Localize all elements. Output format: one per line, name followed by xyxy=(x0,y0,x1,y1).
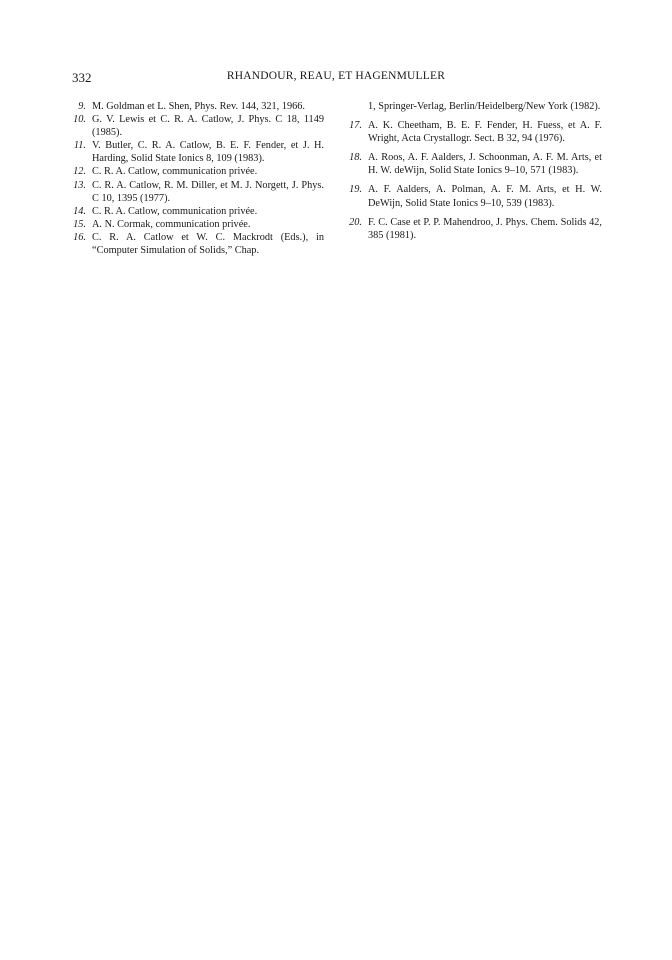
reference-text: A. F. Aalders, A. Polman, A. F. M. Arts, et H. W. DeWijn, Solid State Ionics 9–10, 539 (1983). xyxy=(368,184,602,209)
reference-text: V. Butler, C. R. A. Catlow, B. E. F. Fender, et J. H. Harding, Solid State Ionics 8, 109 (1983). xyxy=(92,140,324,165)
reference-number: 9. xyxy=(78,101,86,112)
reference-number: 11. xyxy=(73,140,86,152)
reference-19 xyxy=(342,183,602,209)
reference-number: 13. xyxy=(73,179,86,191)
reference-20 xyxy=(342,216,602,242)
reference-16 xyxy=(66,231,324,257)
reference-text: M. Goldman et L. Shen, Phys. Rev. 144, 321, 1966. xyxy=(92,101,305,112)
reference-number: 16. xyxy=(73,231,86,243)
reference-number: 12. xyxy=(73,166,86,178)
reference-number: 20. xyxy=(349,216,362,228)
reference-13 xyxy=(66,179,324,205)
running-head: RHANDOUR, REAU, ET HAGENMULLER xyxy=(226,70,446,82)
reference-9 xyxy=(66,100,324,113)
reference-number: 10. xyxy=(73,114,86,126)
reference-16-continued: 1, Springer-Verlag, Berlin/Heidelberg/New York (1982). xyxy=(368,101,601,112)
reference-number: 17. xyxy=(349,120,362,132)
reference-15 xyxy=(66,218,324,231)
reference-text: C. R. A. Catlow et W. C. Mackrodt (Eds.), in “Computer Simulation of Solids,” Chap. xyxy=(92,231,324,257)
reference-text: F. C. Case et P. P. Mahendroo, J. Phys. Chem. Solids 42, 385 (1981). xyxy=(368,216,602,241)
reference-14 xyxy=(66,205,324,218)
reference-text: A. N. Cormak, communication privée. xyxy=(92,218,251,230)
reference-18 xyxy=(342,151,602,177)
reference-number: 14. xyxy=(73,205,86,217)
reference-text: G. V. Lewis et C. R. A. Catlow, J. Phys. C 18, 1149 (1985). xyxy=(92,114,324,139)
reference-number: 15. xyxy=(73,218,86,230)
reference-10 xyxy=(66,113,324,139)
page-number: 332 xyxy=(72,70,92,85)
reference-text: A. K. Cheetham, B. E. F. Fender, H. Fuess, et A. F. Wright, Acta Crystallogr. Sect. B 32, 94 (1976). xyxy=(368,120,602,145)
reference-12 xyxy=(66,165,324,178)
references-left-column xyxy=(66,100,324,257)
reference-11 xyxy=(66,139,324,165)
reference-text: C. R. A. Catlow, communication privée. xyxy=(92,166,258,178)
reference-text: A. Roos, A. F. Aalders, J. Schoonman, A. F. M. Arts, et H. W. deWijn, Solid State Ionics 9–10, 571 (1983). xyxy=(368,152,602,177)
reference-number: 18. xyxy=(349,152,362,164)
references-right-column xyxy=(342,100,602,242)
reference-text: C. R. A. Catlow, R. M. Diller, et M. J. Norgett, J. Phys. C 10, 1395 (1977). xyxy=(92,179,324,204)
reference-17 xyxy=(342,119,602,145)
reference-number: 19. xyxy=(349,184,362,196)
reference-text: C. R. A. Catlow, communication privée. xyxy=(92,205,258,217)
